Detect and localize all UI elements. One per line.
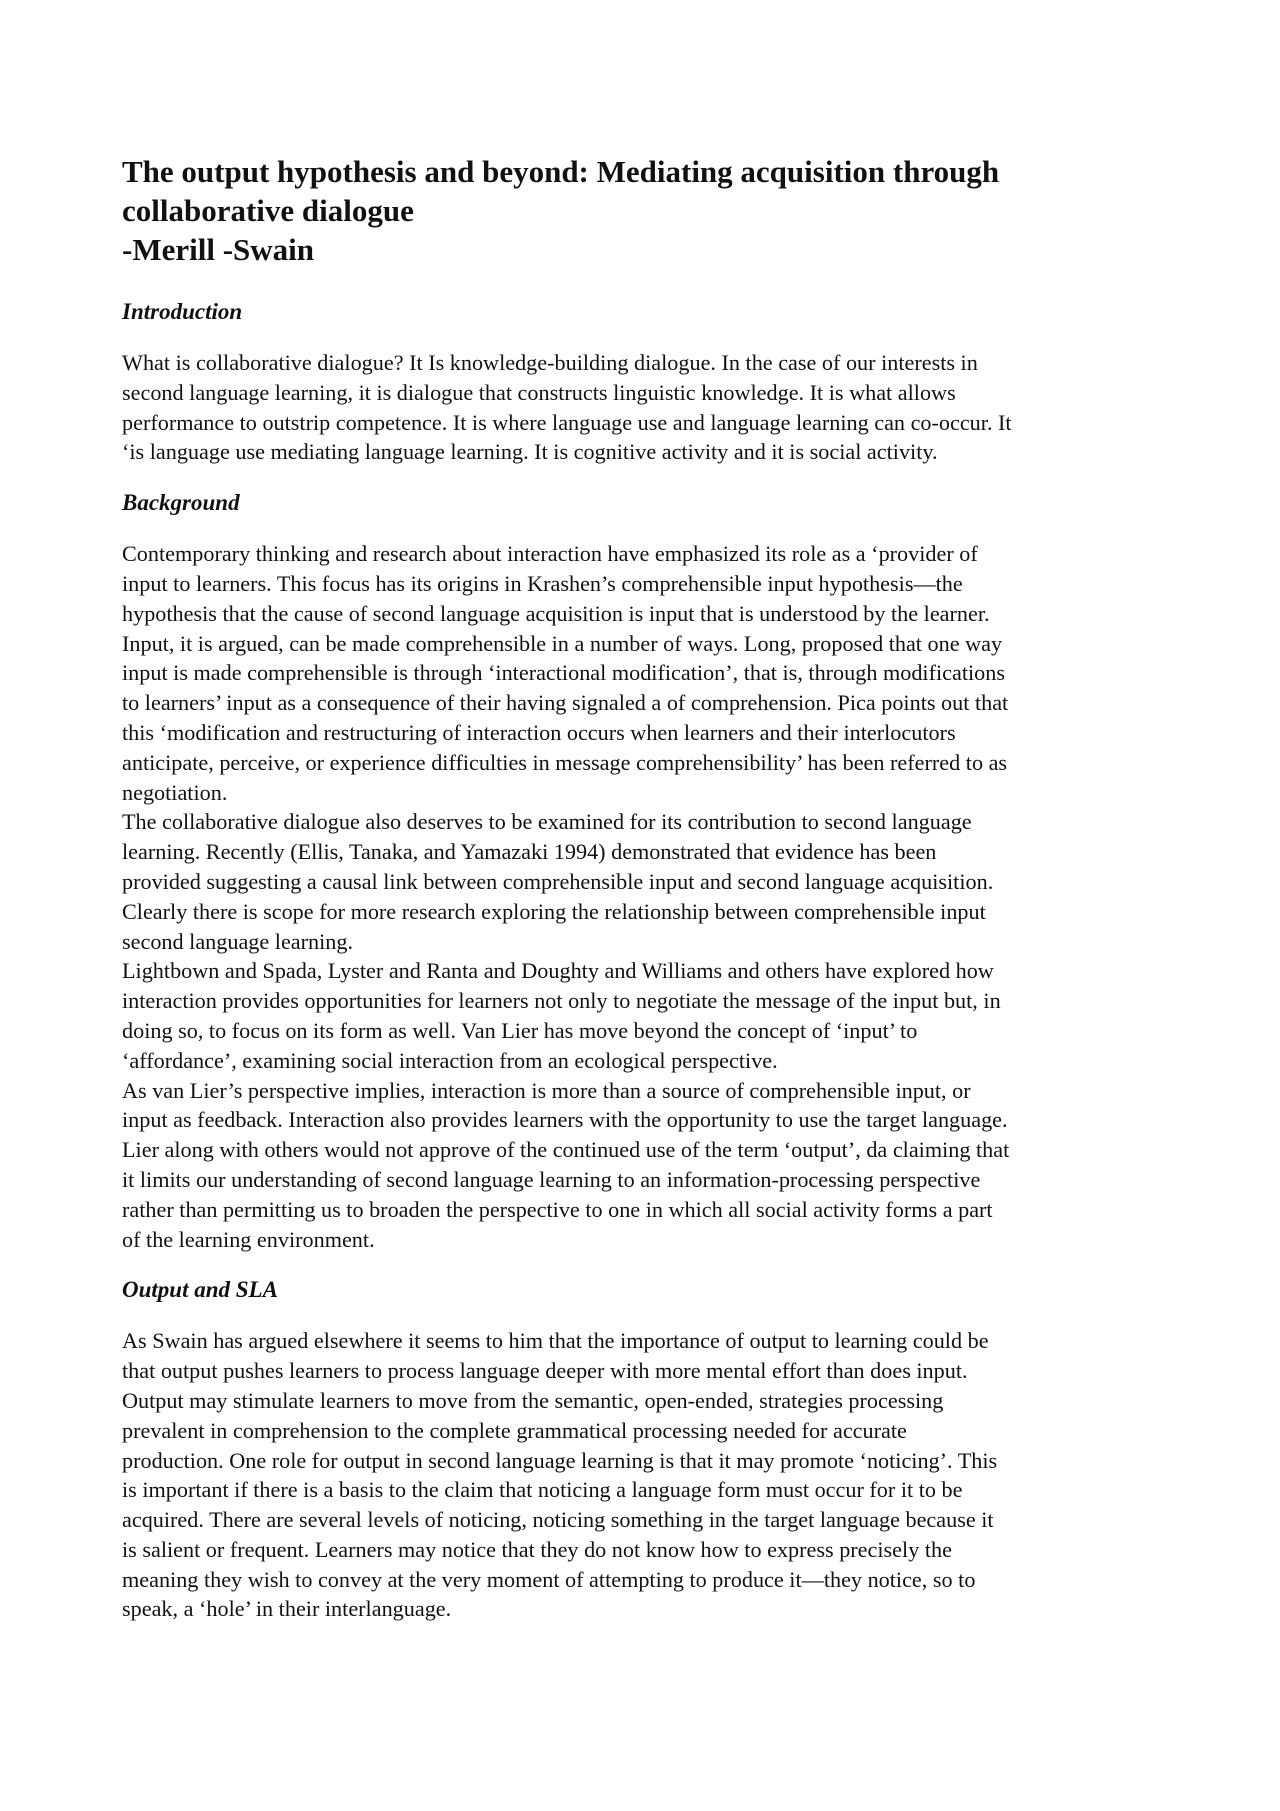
text-line: As Swain has argued elsewhere it seems to him that the importance of output to learning could be: [122, 1328, 989, 1354]
text-line: Lightbown and Spada, Lyster and Ranta and Doughty and Williams and others have explored how: [122, 958, 994, 984]
text-line: ‘is language use mediating language learning. It is cognitive activity and it is social activity.: [122, 439, 938, 465]
document-title: [122, 152, 1172, 269]
text-line: acquired. There are several levels of noticing, noticing something in the target language because it: [122, 1507, 994, 1533]
text-line: anticipate, perceive, or experience difficulties in message comprehensibility’ has been referred to as: [122, 749, 1008, 775]
text-line: As van Lier’s perspective implies, interaction is more than a source of comprehensible input, or: [122, 1077, 971, 1103]
text-line: performance to outstrip competence. It is where language use and language learning can co-occur. It: [122, 409, 1012, 435]
section-heading-introduction: Introduction: [122, 299, 243, 324]
text-line: input as feedback. Interaction also provides learners with the opportunity to use the target language.: [122, 1107, 1008, 1133]
text-line: hypothesis that the cause of second language acquisition is input that is understood by the learner.: [122, 600, 990, 626]
text-line: provided suggesting a causal link between comprehensible input and second language acquisition.: [122, 868, 994, 894]
paragraph: [122, 539, 1172, 807]
text-line: Clearly there is scope for more research exploring the relationship between comprehensible input: [122, 898, 986, 924]
text-line: Input, it is argued, can be made comprehensible in a number of ways. Long, proposed that one way: [122, 630, 1003, 656]
text-line: is salient or frequent. Learners may notice that they do not know how to express precisely the: [122, 1536, 952, 1562]
text-line: it limits our understanding of second language learning to an information-processing perspective: [122, 1166, 981, 1192]
paragraph: [122, 348, 1172, 467]
text-line: The collaborative dialogue also deserves to be examined for its contribution to second language: [122, 809, 972, 835]
text-line: meaning they wish to convey at the very moment of attempting to produce it—they notice, so to: [122, 1566, 976, 1592]
text-line: ‘affordance’, examining social interaction from an ecological perspective.: [122, 1047, 778, 1073]
text-line: prevalent in comprehension to the complete grammatical processing needed for accurate: [122, 1417, 907, 1443]
section-heading-background: Background: [122, 490, 240, 516]
text-line: production. One role for output in second language learning is that it may promote ‘noticing’. This: [122, 1447, 998, 1473]
text-line: speak, a ‘hole’ in their interlanguage.: [122, 1596, 452, 1622]
text-line: this ‘modification and restructuring of interaction occurs when learners and their interlocutors: [122, 719, 956, 745]
paragraph: [122, 1076, 1172, 1255]
text-line: What is collaborative dialogue? It Is knowledge-building dialogue. In the case of our interests in: [122, 350, 978, 375]
text-line: Contemporary thinking and research about interaction have emphasized its role as a ‘provider of: [122, 541, 978, 567]
text-line: interaction provides opportunities for learners not only to negotiate the message of the input but, in: [122, 988, 1001, 1014]
text-line: Lier along with others would not approve of the continued use of the term ‘output’, da claiming that: [122, 1137, 1010, 1163]
text-line: input is made comprehensible is through ‘interactional modification’, that is, through modifications: [122, 660, 1005, 686]
paragraph: [122, 807, 1172, 956]
document-page: [122, 152, 1172, 1624]
text-line: rather than permitting us to broaden the perspective to one in which all social activity forms a part: [122, 1196, 993, 1222]
text-line: second language learning.: [122, 928, 354, 954]
paragraph: [122, 956, 1172, 1075]
text-line: learning. Recently (Ellis, Tanaka, and Yamazaki 1994) demonstrated that evidence has been: [122, 839, 937, 865]
text-line: that output pushes learners to process language deeper with more mental effort than does input.: [122, 1358, 968, 1384]
text-line: is important if there is a basis to the claim that noticing a language form must occur for it to be: [122, 1477, 963, 1503]
text-line: negotiation.: [122, 779, 228, 805]
section-heading-output-and-sla: Output and SLA: [122, 1277, 278, 1303]
text-line: of the learning environment.: [122, 1226, 375, 1252]
title-line: collaborative dialogue: [122, 193, 414, 228]
author-line: -Merill -Swain: [122, 232, 314, 267]
text-line: to learners’ input as a consequence of their having signaled a of comprehension. Pica points out that: [122, 690, 1009, 716]
title-line: The output hypothesis and beyond: Mediating acquisition through: [122, 154, 1000, 189]
text-line: doing so, to focus on its form as well. Van Lier has move beyond the concept of ‘input’ to: [122, 1017, 918, 1043]
text-line: second language learning, it is dialogue that constructs linguistic knowledge. It is what allows: [122, 379, 956, 405]
text-line: Output may stimulate learners to move from the semantic, open-ended, strategies processing: [122, 1387, 944, 1413]
text-line: input to learners. This focus has its origins in Krashen’s comprehensible input hypothesis—the: [122, 570, 963, 596]
paragraph: [122, 1326, 1172, 1624]
